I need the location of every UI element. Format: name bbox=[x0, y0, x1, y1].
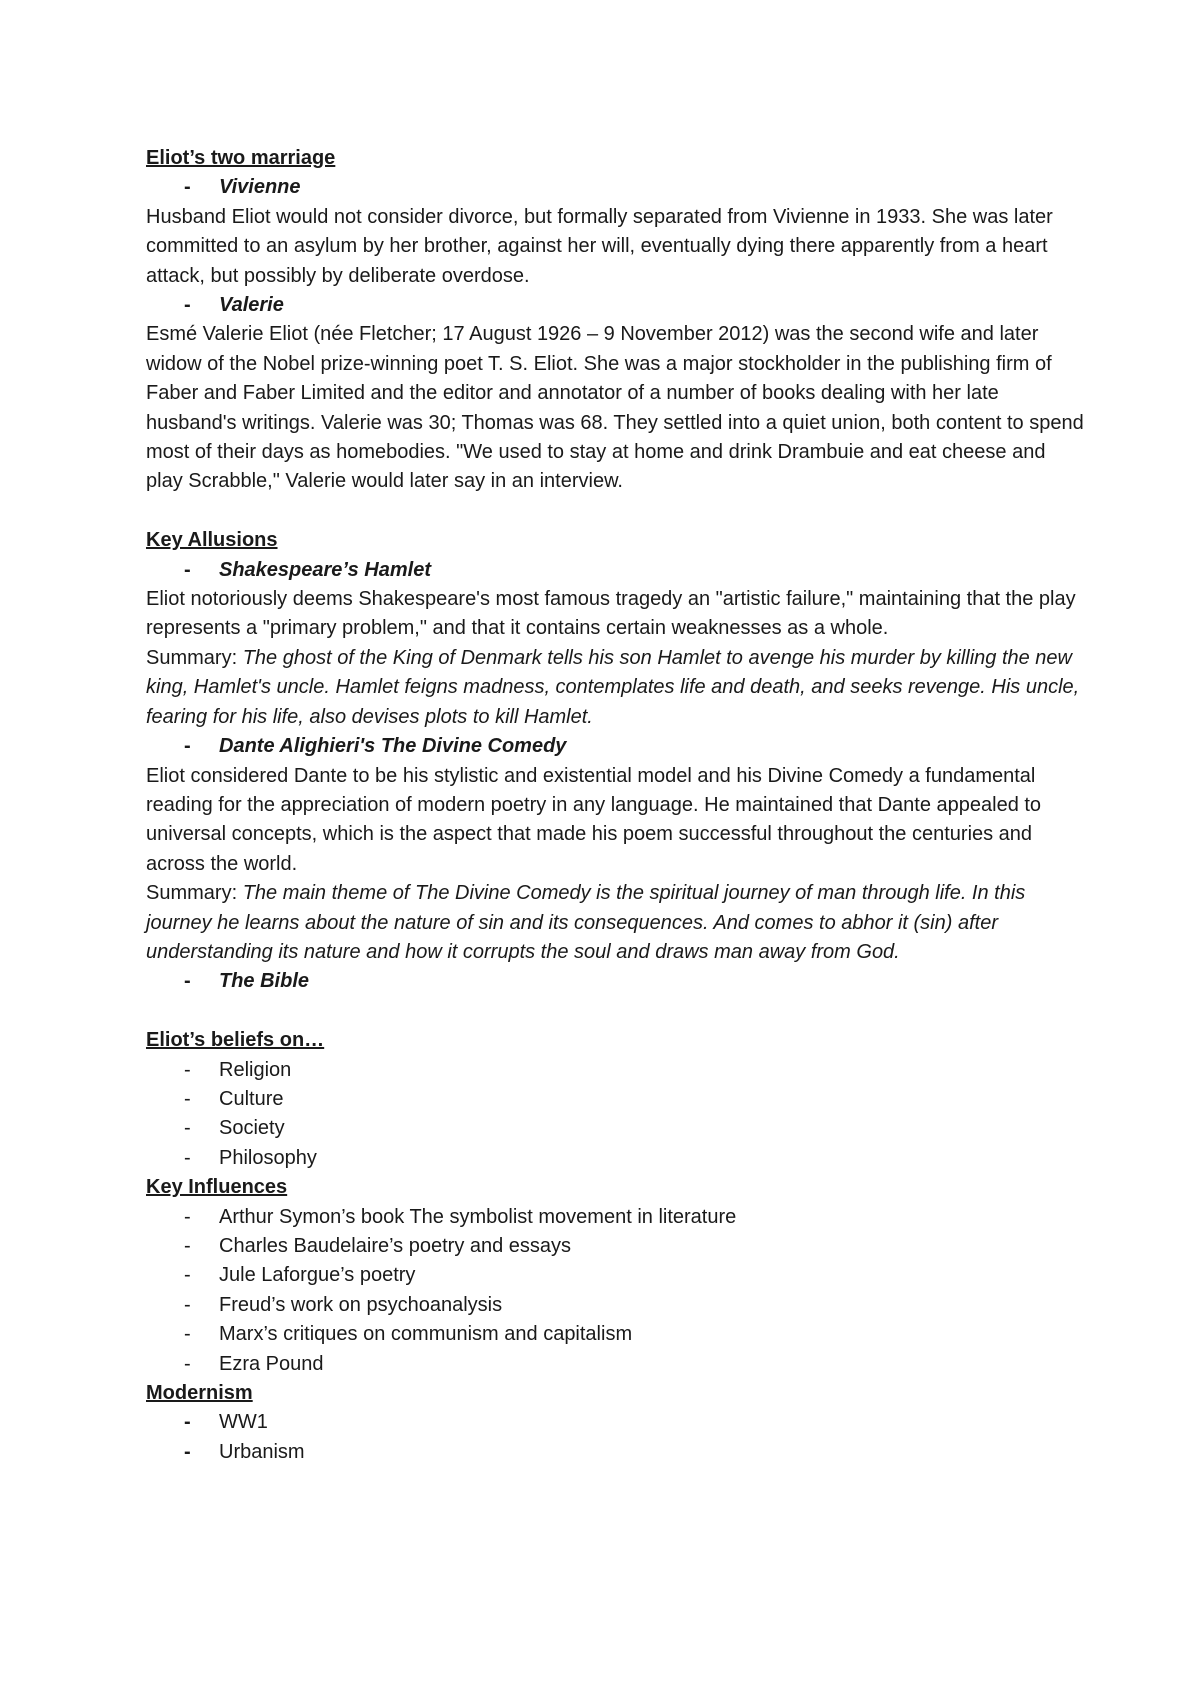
list-item-text: Philosophy bbox=[219, 1146, 317, 1169]
paragraph-divine-comedy: Eliot considered Dante to be his stylistic and existential model and his Divine Comedy a fundamental reading for the appreciation of modern poetry in any language. He maintained that Dante appealed to universal concepts, which is the aspect that made his poem successful throughout the centuries and across the world. bbox=[146, 764, 1042, 875]
subheading-vivienne-label: Vivienne bbox=[219, 176, 301, 199]
list-dash: - bbox=[184, 735, 191, 758]
list-item bbox=[146, 1085, 1086, 1114]
summary-divine-comedy bbox=[146, 879, 1086, 967]
list-item bbox=[146, 1350, 1086, 1379]
list-dash: - bbox=[184, 558, 191, 581]
heading-beliefs: Eliot’s beliefs on… bbox=[146, 1029, 325, 1052]
list-dash: - bbox=[184, 1352, 191, 1375]
heading-influences: Key Influences bbox=[146, 1176, 288, 1199]
list-item bbox=[146, 1203, 1086, 1232]
list-dash: - bbox=[184, 1264, 191, 1287]
summary-divine-comedy-text: The main theme of The Divine Comedy is the spiritual journey of man through life. In this journey he learns about the nature of sin and its consequences. And comes to abhor it (sin) after understanding its nature and how it corrupts the soul and draws man away from God. bbox=[146, 882, 1026, 963]
paragraph-hamlet: Eliot notoriously deems Shakespeare's most famous tragedy an "artistic failure," maintaining that the play represents a "primary problem," and that it contains certain weaknesses as a whole. bbox=[146, 588, 1076, 640]
document-page bbox=[146, 144, 1086, 1467]
heading-allusions: Key Allusions bbox=[146, 529, 278, 552]
list-item bbox=[146, 1232, 1086, 1261]
subheading-valerie-label: Valerie bbox=[219, 294, 284, 317]
summary-hamlet bbox=[146, 644, 1086, 732]
subheading-vivienne bbox=[146, 173, 1086, 202]
list-item bbox=[146, 1114, 1086, 1143]
summary-hamlet-text: The ghost of the King of Denmark tells his son Hamlet to avenge his murder by killing the new king, Hamlet's uncle. Hamlet feigns madness, contemplates life and death, and seeks revenge. His uncle, fearing for his life, also devises plots to kill Hamlet. bbox=[146, 646, 1080, 728]
heading-marriage: Eliot’s two marriage bbox=[146, 147, 336, 169]
subheading-hamlet-label: Shakespeare’s Hamlet bbox=[219, 558, 431, 581]
spacer bbox=[146, 497, 1086, 526]
subheading-hamlet bbox=[146, 556, 1086, 585]
list-dash: - bbox=[184, 1146, 191, 1169]
summary-label: Summary: bbox=[146, 882, 243, 905]
subheading-bible-label: The Bible bbox=[219, 970, 310, 993]
list-item-text: Religion bbox=[219, 1058, 292, 1081]
list-item-text: Charles Baudelaire’s poetry and essays bbox=[219, 1235, 572, 1257]
list-item bbox=[146, 1291, 1086, 1320]
list-item-text: Urbanism bbox=[219, 1440, 305, 1463]
subheading-bible bbox=[146, 967, 1086, 996]
list-item-text: Ezra Pound bbox=[219, 1352, 324, 1375]
list-dash: - bbox=[184, 176, 191, 199]
list-item bbox=[146, 1056, 1086, 1085]
list-item-text: Freud’s work on psychoanalysis bbox=[219, 1293, 503, 1316]
list-dash: - bbox=[184, 1323, 191, 1346]
list-dash: - bbox=[184, 1087, 191, 1110]
list-dash: - bbox=[184, 970, 191, 993]
subheading-divine-comedy bbox=[146, 732, 1086, 761]
list-item-text: Marx’s critiques on communism and capitalism bbox=[219, 1323, 633, 1346]
list-dash: - bbox=[184, 1058, 191, 1081]
list-dash: - bbox=[184, 1293, 191, 1316]
subheading-divine-comedy-label: Dante Alighieri's The Divine Comedy bbox=[219, 735, 567, 758]
summary-label: Summary: bbox=[146, 646, 243, 669]
spacer bbox=[146, 997, 1086, 1026]
list-item-text: Culture bbox=[219, 1087, 284, 1110]
list-dash: - bbox=[184, 1117, 191, 1140]
list-dash: - bbox=[184, 1205, 191, 1228]
list-dash: - bbox=[184, 1440, 191, 1463]
list-item-text: Arthur Symon’s book The symbolist movement in literature bbox=[219, 1205, 737, 1228]
list-item bbox=[146, 1261, 1086, 1290]
list-item-text: WW1 bbox=[219, 1411, 268, 1434]
heading-modernism: Modernism bbox=[146, 1382, 253, 1405]
list-dash: - bbox=[184, 294, 191, 317]
list-dash: - bbox=[184, 1235, 191, 1257]
subheading-valerie bbox=[146, 291, 1086, 320]
list-item bbox=[146, 1408, 1086, 1437]
list-item bbox=[146, 1144, 1086, 1173]
paragraph-valerie: Esmé Valerie Eliot (née Fletcher; 17 August 1926 – 9 November 2012) was the second wife and later widow of the Nobel prize-winning poet T. S. Eliot. She was a major stockholder in the publishing firm of Faber and Faber Limited and the editor and annotator of a number of books dealing with her late husband's writings. Valerie was 30; Thomas was 68. They settled into a quiet union, both content to spend most of their days as homebodies. "We used to stay at home and drink Drambuie and eat cheese and play Scrabble," Valerie would later say in an interview. bbox=[146, 323, 1084, 493]
list-item-text: Society bbox=[219, 1117, 285, 1140]
paragraph-vivienne: Husband Eliot would not consider divorce, but formally separated from Vivienne in 1933. She was later committed to an asylum by her brother, against her will, eventually dying there apparently from a heart attack, but possibly by deliberate overdose. bbox=[146, 205, 1053, 287]
list-item bbox=[146, 1438, 1086, 1467]
list-dash: - bbox=[184, 1411, 191, 1434]
list-item bbox=[146, 1320, 1086, 1349]
list-item-text: Jule Laforgue’s poetry bbox=[219, 1264, 416, 1287]
